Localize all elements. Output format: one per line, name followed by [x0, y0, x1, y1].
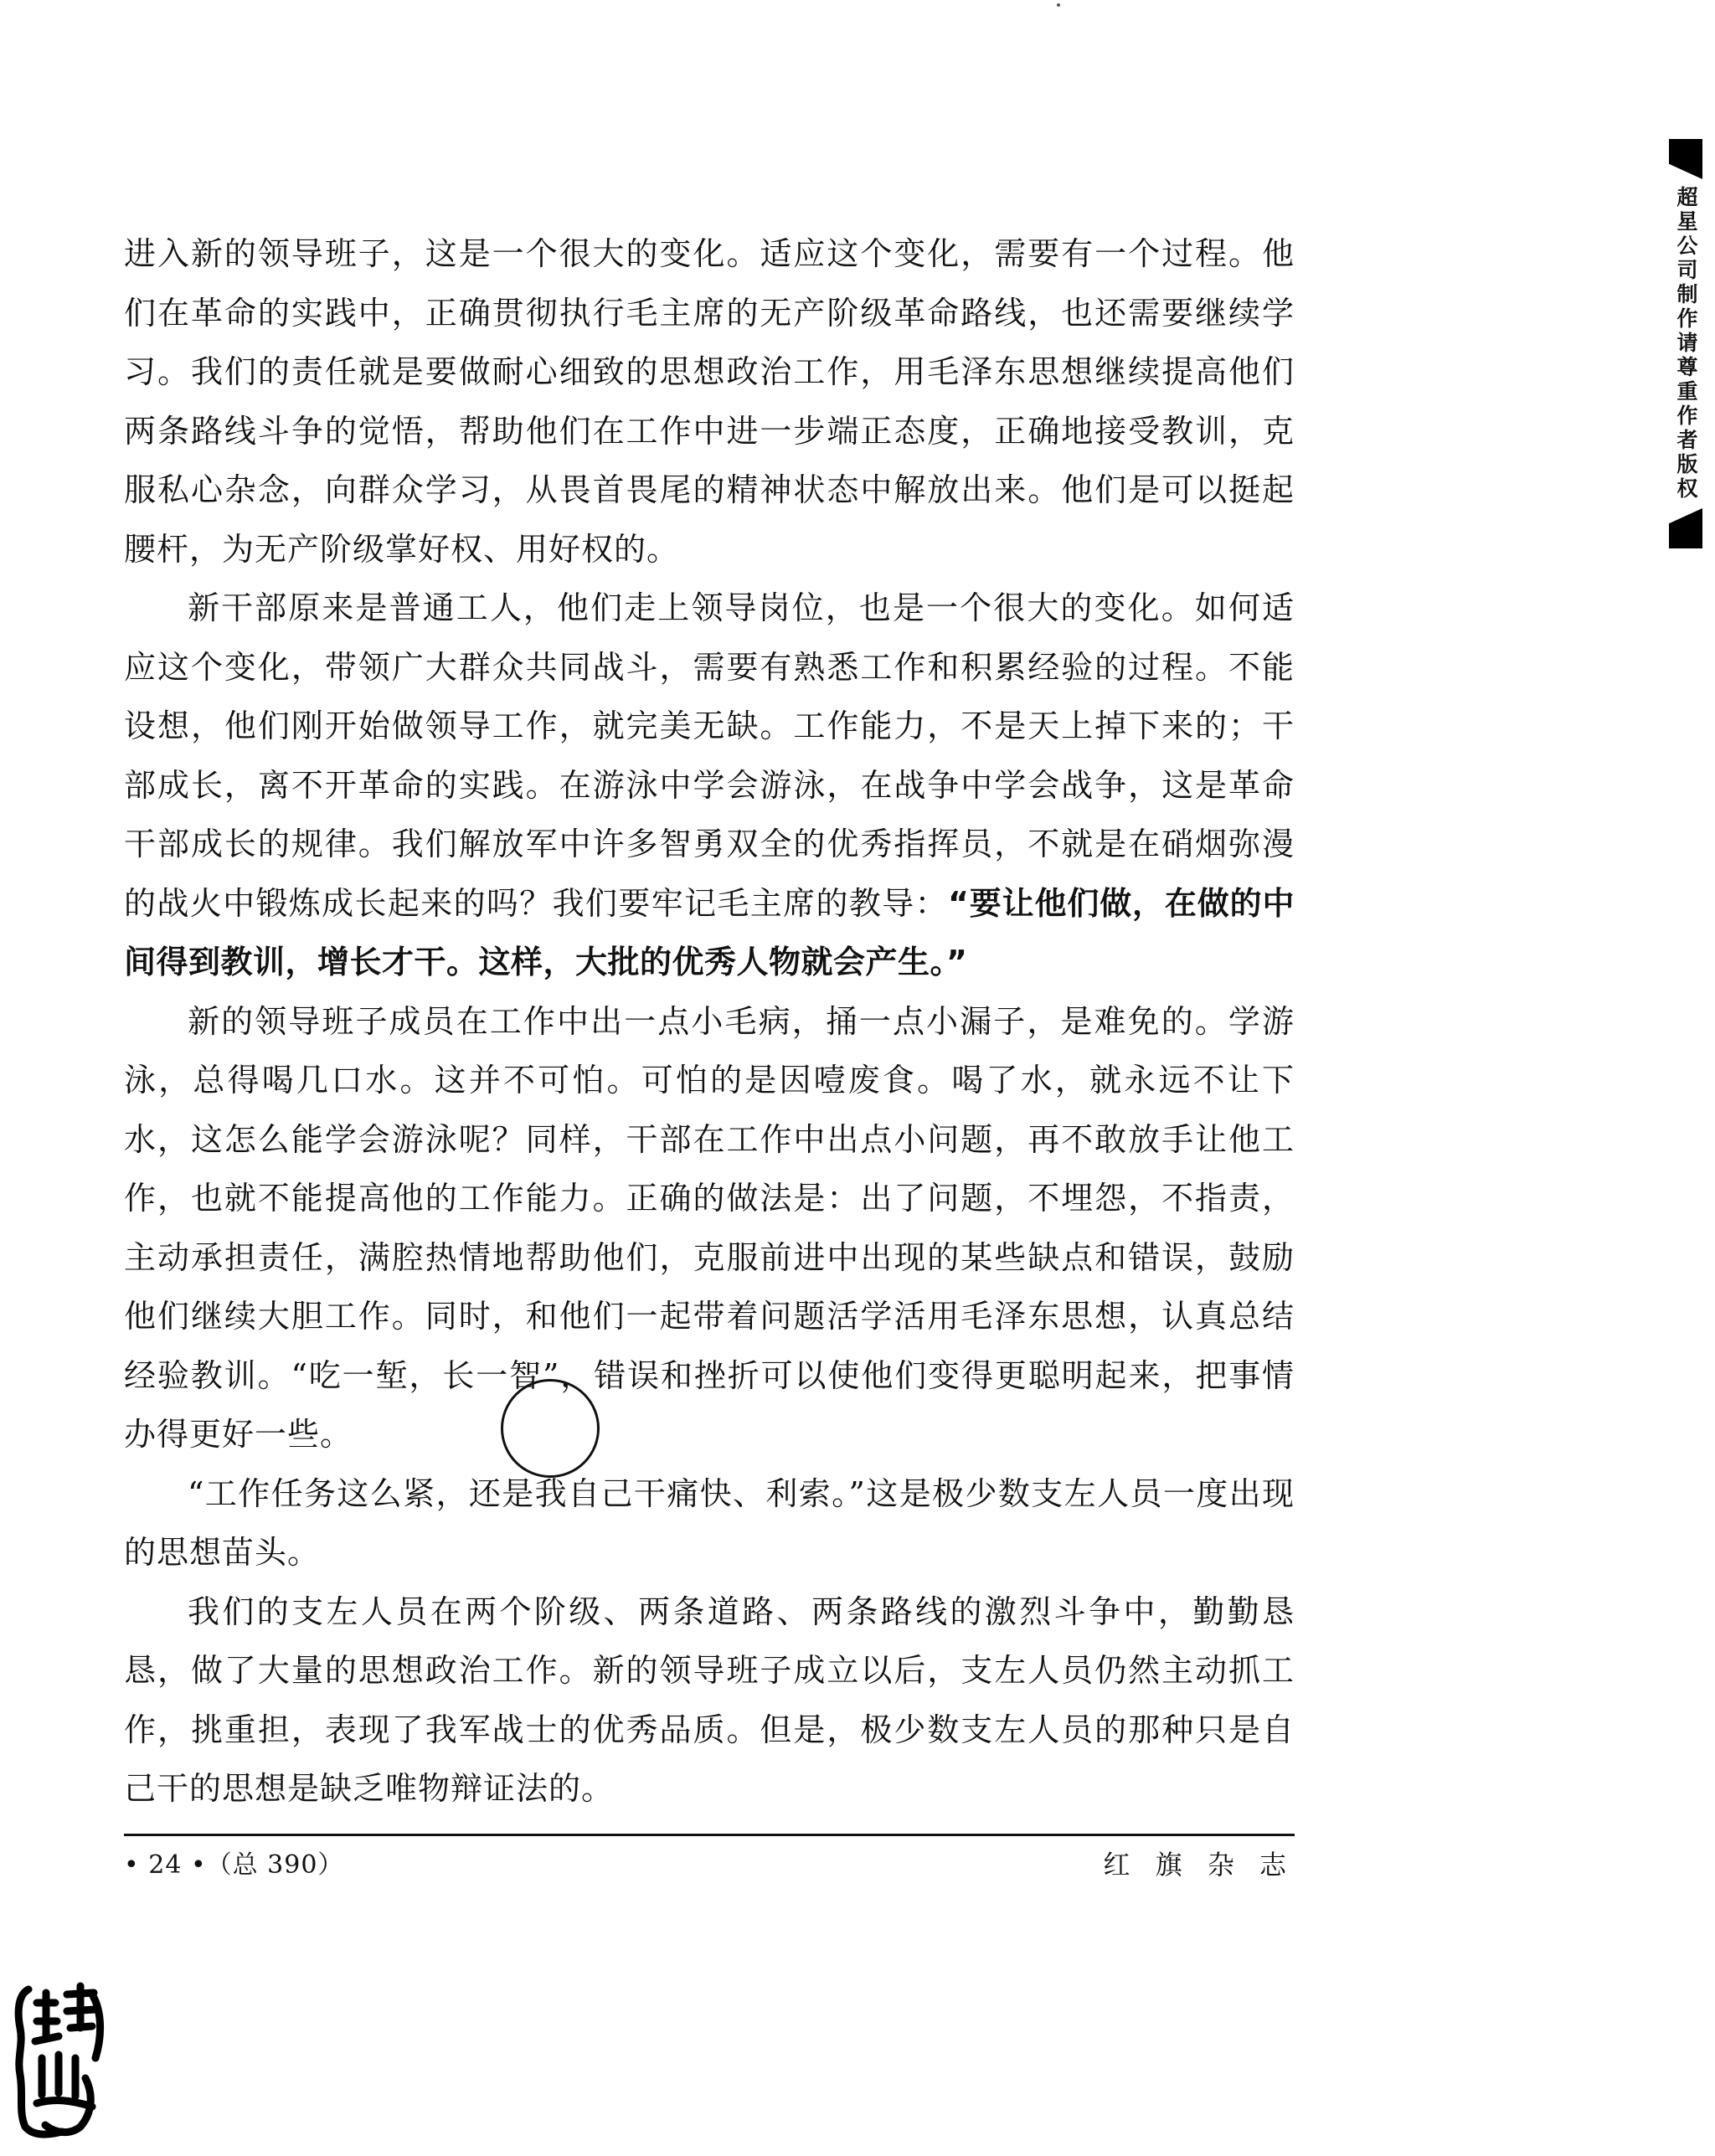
scan-speck	[1057, 3, 1060, 7]
paragraph-3-text: 新的领导班子成员在工作中出一点小毛病，捅一点小漏子，是难免的。学游泳，总得喝几口水。这并不可怕。可怕的是因噎废食。喝了水，就永远不让下水，这怎么能学会游泳呢？同样，干部在工作中出点小问题，再不敢放手让他工作，也就不能提高他的工作能力。正确的做法是：出了问题，不埋怨，不指责，主动承担责任，满腔热情地帮助他们，克服前进中出现的某些缺点和错误，鼓励他们继续大胆工作。同时，和他们一起带着问题活学活用毛泽东思想，认真总结经验教训。“吃一堑，长一智”，错误和挫折可以使他们变得更聪明起来，把事情办得更好一些。	[124, 1002, 1295, 1453]
seal-stamp-icon	[12, 1978, 109, 2142]
journal-name: 红 旗 杂 志	[1103, 1849, 1295, 1881]
paragraph-3	[124, 992, 1295, 1464]
footer-divider	[124, 1834, 1295, 1836]
paragraph-4	[124, 1464, 1295, 1582]
side-label-top-bar	[1669, 139, 1702, 179]
paragraph-2	[124, 579, 1295, 992]
paragraph-5	[124, 1582, 1295, 1819]
paragraph-5-text: 我们的支左人员在两个阶级、两条道路、两条路线的激烈斗争中，勤勤恳恳，做了大量的思想政治工作。新的领导班子成立以后，支左人员仍然主动抓工作，挑重担，表现了我军战士的优秀品质。但是，极少数支左人员的那种只是自己干的思想是缺乏唯物辩证法的。	[124, 1593, 1295, 1807]
paragraph-2-text: 新干部原来是普通工人，他们走上领导岗位，也是一个很大的变化。如何适应这个变化，带领广大群众共同战斗，需要有熟悉工作和积累经验的过程。不能设想，他们刚开始做领导工作，就完美无缺。工作能力，不是天上掉下来的；干部成长，离不开革命的实践。在游泳中学会游泳，在战争中学会战争，这是革命干部成长的规律。我们解放军中许多智勇双全的优秀指挥员，不就是在硝烟弥漫的战火中锻炼成长起来的吗？我们要牢记毛主席的教导：	[124, 589, 1295, 922]
paragraph-1	[124, 224, 1295, 579]
mao-quotation: “要让他们做，在做的中间得到教训，增长才干。这样，大批的优秀人物就会产生。”	[124, 884, 1295, 980]
copyright-side-label	[1666, 139, 1705, 548]
page-number: • 24 •（总 390）	[124, 1850, 344, 1880]
side-label-bottom-bar	[1669, 508, 1702, 548]
side-label-text: 超星公司制作请尊重作者版权	[1674, 186, 1698, 502]
paragraph-4-text: “工作任务这么紧，还是我自己干痛快、利索。”这是极少数支左人员一度出现的思想苗头。	[124, 1474, 1295, 1571]
circle-annotation-mark	[501, 1379, 600, 1478]
article-body	[124, 224, 1295, 1819]
paragraph-1-text: 进入新的领导班子，这是一个很大的变化。适应这个变化，需要有一个过程。他们在革命的实践中，正确贯彻执行毛主席的无产阶级革命路线，也还需要继续学习。我们的责任就是要做耐心细致的思想政治工作，用毛泽东思想继续提高他们两条路线斗争的觉悟，帮助他们在工作中进一步端正态度，正确地接受教训，克服私心杂念，向群众学习，从畏首畏尾的精神状态中解放出来。他们是可以挺起腰杆，为无产阶级掌好权、用好权的。	[124, 235, 1295, 568]
